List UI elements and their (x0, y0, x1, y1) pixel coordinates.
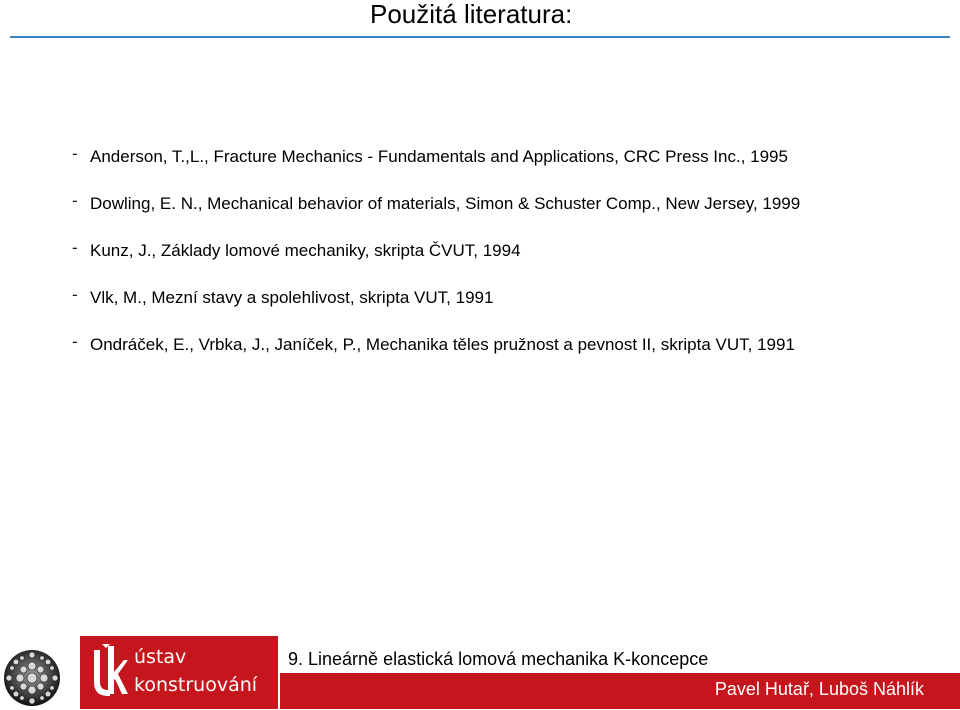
reference-text: Anderson, T.,L., Fracture Mechanics - Fundamentals and Applications, CRC Press Inc., 1995 (90, 147, 788, 166)
title-divider (10, 36, 950, 38)
authors-text: Pavel Hutař, Luboš Náhlík (714, 679, 924, 699)
footer (0, 636, 960, 709)
bullet-dash: - (72, 144, 78, 163)
lecture-title: 9. Lineárně elastická lomová mechanika K-koncepce (288, 649, 709, 669)
brand-text-line2: konstruování (134, 674, 258, 696)
reference-text: Ondráček, E., Vrbka, J., Janíček, P., Mechanika těles pružnost a pevnost II, skripta VUT, 1991 (90, 335, 795, 354)
title-bar (0, 0, 960, 40)
uk-monogram-logo-icon (88, 642, 128, 702)
reference-text: Kunz, J., Základy lomové mechaniky, skripta ČVUT, 1994 (90, 241, 521, 260)
reference-text: Vlk, M., Mezní stavy a spolehlivost, skripta VUT, 1991 (90, 288, 494, 307)
bullet-dash: - (72, 238, 78, 257)
bullet-dash: - (72, 332, 78, 351)
brand-text-line1: ústav (134, 646, 187, 668)
bullet-dash: - (72, 285, 78, 304)
institute-brand (80, 636, 278, 709)
bullet-dash: - (72, 191, 78, 210)
reference-text: Dowling, E. N., Mechanical behavior of materials, Simon & Schuster Comp., New Jersey, 1999 (90, 194, 801, 213)
gear-cluster-logo-icon (0, 646, 64, 710)
page-title: Použitá literatura: (370, 0, 573, 29)
footer-author-bar (280, 673, 960, 709)
